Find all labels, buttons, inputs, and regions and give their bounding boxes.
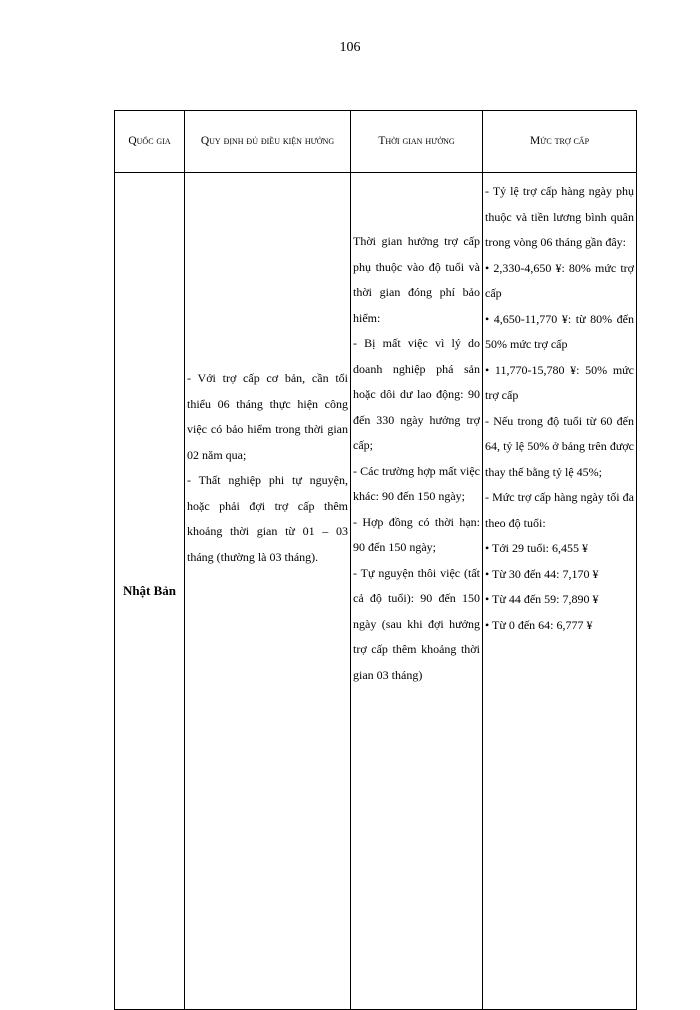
duration-item: - Hợp đồng có thời hạn: 90 đến 150 ngày; bbox=[353, 514, 480, 554]
amount-item: • Từ 30 đến 44: 7,170 ¥ bbox=[485, 566, 599, 581]
conditions-item: - Thất nghiệp phi tự nguyện, hoặc phải đợi trợ cấp thêm khoảng thời gian từ 01 – 03 tháng (thường là 03 tháng). bbox=[187, 473, 348, 564]
duration-item: Thời gian hưởng trợ cấp phụ thuộc vào độ tuổi và thời gian đóng phí bảo hiểm: bbox=[353, 234, 480, 325]
amount-item: • Từ 0 đến 64: 6,777 ¥ bbox=[485, 617, 593, 632]
table-header-row bbox=[115, 111, 637, 173]
duration-item: - Bị mất việc vì lý do doanh nghiệp phá sản hoặc dôi dư lao động: 90 đến 330 ngày hưởng trợ cấp; bbox=[353, 336, 480, 452]
page-number: 106 bbox=[339, 40, 361, 55]
amount-item: - Tỷ lệ trợ cấp hàng ngày phụ thuộc và tiền lương bình quân trong vòng 06 tháng gần đây: bbox=[485, 184, 634, 249]
duration-item: - Các trường hợp mất việc khác: 90 đến 150 ngày; bbox=[353, 463, 480, 503]
header-conditions: Quy định đủ điều kiện hưởng bbox=[185, 111, 351, 173]
duration-item: - Tự nguyện thôi việc (tất cả độ tuổi): 90 đến 150 ngày (sau khi đợi hưởng trợ cấp thêm khoảng thời gian 03 tháng) bbox=[353, 565, 480, 682]
amount-item: - Nếu trong độ tuổi từ 60 đến 64, tỷ lệ 50% ở bảng trên được thay thế bằng tỷ lệ 45%; bbox=[485, 413, 634, 479]
header-duration: Thời gian hưởng bbox=[351, 111, 483, 173]
conditions-cell bbox=[185, 173, 351, 1010]
header-country: Quốc gia bbox=[115, 111, 185, 173]
table-row bbox=[115, 173, 637, 1010]
duration-cell bbox=[351, 173, 483, 1010]
amount-item: • 11,770-15,780 ¥: 50% mức trợ cấp bbox=[485, 362, 634, 402]
country-cell: Nhật Bản bbox=[115, 173, 185, 1010]
amount-item: • Tới 29 tuổi: 6,455 ¥ bbox=[485, 541, 588, 555]
unemployment-benefit-table bbox=[114, 110, 637, 1010]
header-amount: Mức trợ cấp bbox=[483, 111, 637, 173]
amount-item: - Mức trợ cấp hàng ngày tối đa theo độ tuổi: bbox=[485, 490, 634, 530]
conditions-item: - Với trợ cấp cơ bản, cần tối thiểu 06 tháng thực hiện công việc có bảo hiểm trong thời gian 02 năm qua; bbox=[187, 371, 348, 462]
amount-item: • 4,650-11,770 ¥: từ 80% đến 50% mức trợ cấp bbox=[485, 311, 634, 351]
amount-cell bbox=[483, 173, 637, 1010]
amount-item: • Từ 44 đến 59: 7,890 ¥ bbox=[485, 592, 599, 606]
amount-item: • 2,330-4,650 ¥: 80% mức trợ cấp bbox=[485, 260, 634, 300]
